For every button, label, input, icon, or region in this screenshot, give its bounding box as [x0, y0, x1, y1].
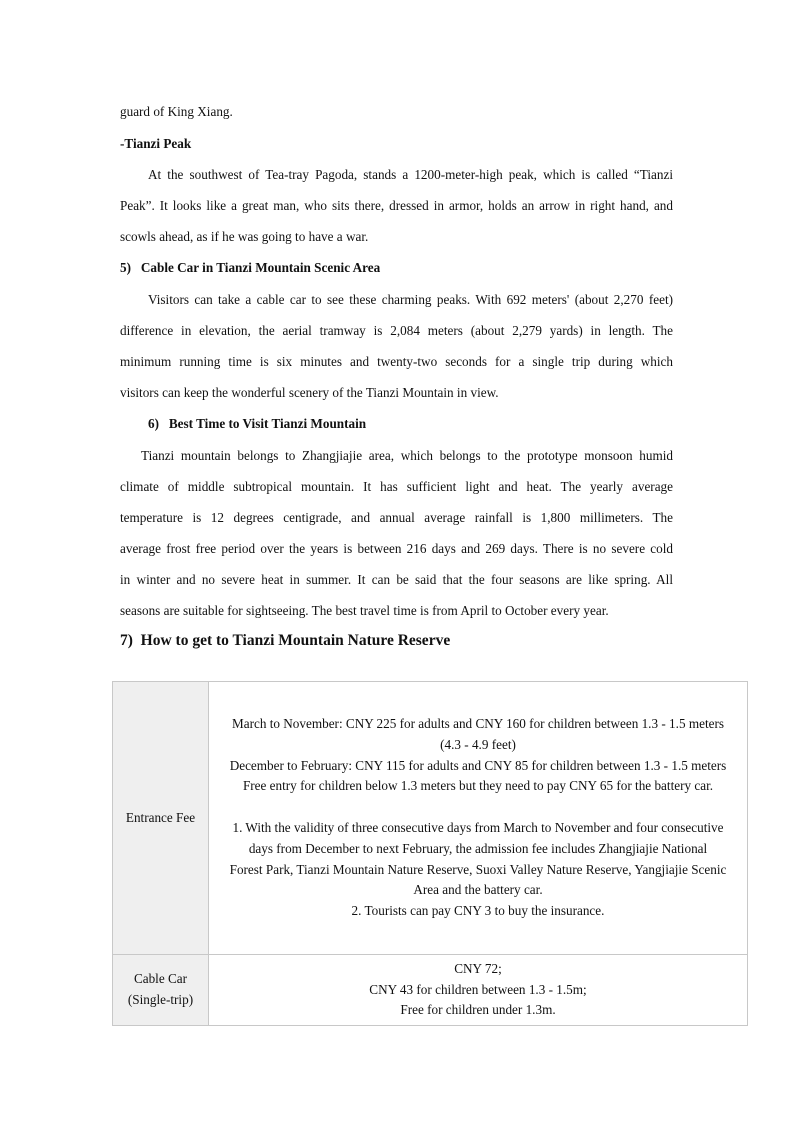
best-time-line: seasons are suitable for sightseeing. The best travel time is from April to October every year. [120, 603, 609, 618]
entrance-fee-line: December to February: CNY 115 for adults and CNY 85 for children between 1.3 - 1.5 meters [229, 757, 727, 773]
entrance-fee-line: days from December to next February, the admission fee includes Zhangjiajie National [248, 840, 708, 856]
entrance-fee-line: Free entry for children below 1.3 meters but they need to pay CNY 65 for the battery car. [242, 778, 714, 794]
continuation-text: guard of King Xiang. [120, 104, 233, 119]
table-row [113, 955, 748, 1026]
cable-car-line: difference in elevation, the aerial tramway is 2,084 meters (about 2,279 yards) in length. The [120, 323, 673, 338]
best-time-line: Tianzi mountain belongs to Zhangjiajie area, which belongs to the prototype monsoon humid [141, 448, 673, 463]
tianzi-peak-heading: -Tianzi Peak [120, 136, 192, 151]
entrance-fee-label: Entrance Fee [113, 682, 209, 955]
cable-car-line: Visitors can take a cable car to see these charming peaks. With 692 meters' (about 2,270 feet) [148, 292, 673, 307]
entrance-fee-line: Forest Park, Tianzi Mountain Nature Reserve, Suoxi Valley Nature Reserve, Yangjiajie Scenic [229, 861, 727, 877]
tianzi-peak-line: At the southwest of Tea-tray Pagoda, stands a 1200-meter-high peak, which is called “Tianzi [148, 167, 673, 182]
entrance-fee-line: (4.3 - 4.9 feet) [440, 736, 516, 752]
info-table [112, 681, 748, 1026]
tianzi-peak-line: Peak”. It looks like a great man, who sits there, dressed in armor, holds an arrow in right hand, and [120, 198, 673, 213]
cable-car-label [113, 955, 209, 1026]
entrance-fee-line: 1. With the validity of three consecutive days from March to November and four consecutive [232, 820, 724, 835]
cable-car-label-line: (Single-trip) [127, 992, 194, 1007]
best-time-heading: 6) Best Time to Visit Tianzi Mountain [148, 416, 367, 431]
best-time-line: in winter and no severe heat in summer. It can be said that the four seasons are like spring. All [120, 572, 673, 587]
entrance-fee-line: Area and the battery car. [413, 882, 543, 898]
how-to-get-heading: 7) How to get to Tianzi Mountain Nature Reserve [120, 632, 451, 649]
best-time-line: climate of middle subtropical mountain. It has sufficient light and heat. The yearly average [120, 479, 673, 494]
entrance-fee-line: 2. Tourists can pay CNY 3 to buy the insurance. [351, 903, 605, 919]
best-time-line: average frost free period over the years is between 216 days and 269 days. There is no severe cold [120, 541, 673, 556]
cable-car-label-line: Cable Car [133, 971, 188, 987]
cable-car-heading: 5) Cable Car in Tianzi Mountain Scenic Area [120, 260, 381, 275]
cable-car-content [209, 955, 748, 1026]
cable-car-line: minimum running time is six minutes and twenty-two seconds for a single trip during which [120, 354, 673, 369]
cable-car-price-line: CNY 43 for children between 1.3 - 1.5m; [369, 981, 587, 997]
cable-car-line: visitors can keep the wonderful scenery of the Tianzi Mountain in view. [120, 385, 499, 400]
entrance-fee-content [209, 682, 748, 955]
entrance-fee-line: March to November: CNY 225 for adults and CNY 160 for children between 1.3 - 1.5 meters [232, 716, 724, 732]
cable-car-price-line: CNY 72; [454, 960, 502, 976]
table-row [113, 682, 748, 955]
cable-car-price-line: Free for children under 1.3m. [400, 1002, 556, 1018]
tianzi-peak-line: scowls ahead, as if he was going to have a war. [120, 229, 369, 244]
best-time-line: temperature is 12 degrees centigrade, and annual average rainfall is 1,800 millimeters. The [120, 510, 673, 525]
blank-line [213, 797, 743, 818]
